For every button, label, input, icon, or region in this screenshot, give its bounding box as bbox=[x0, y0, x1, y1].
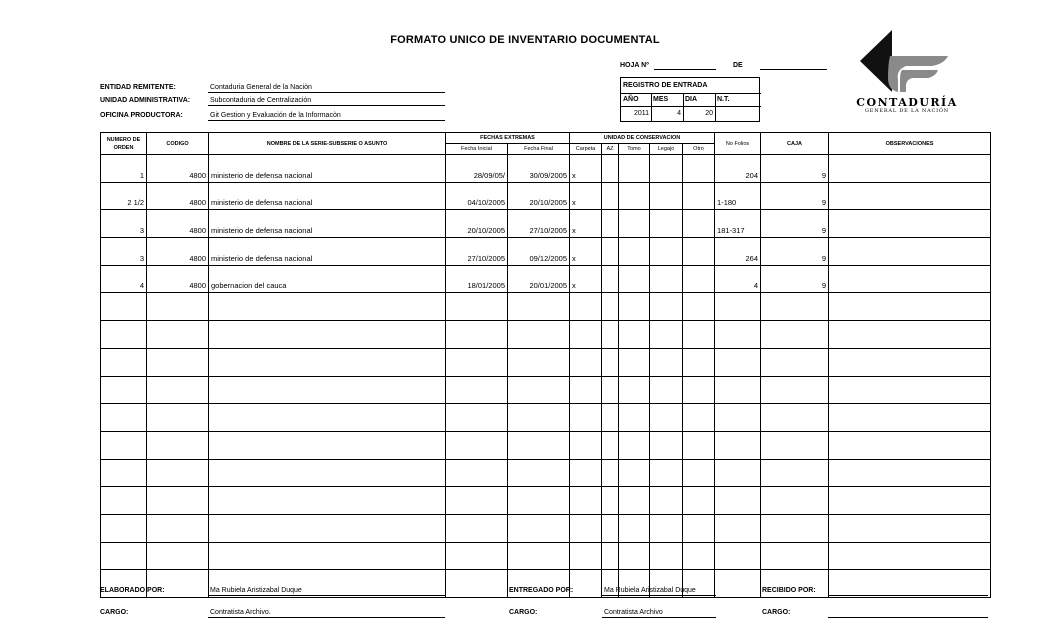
cell-tomo bbox=[619, 459, 650, 487]
cell-orden bbox=[101, 431, 147, 459]
inventory-body bbox=[101, 155, 991, 598]
cell-otro bbox=[683, 210, 715, 238]
cell-carpeta bbox=[570, 514, 602, 542]
cell-legajo bbox=[650, 265, 683, 293]
cell-az bbox=[602, 542, 619, 570]
cell-legajo bbox=[650, 487, 683, 515]
cell-fecha-inicial bbox=[446, 542, 508, 570]
cell-tomo bbox=[619, 348, 650, 376]
cell-caja: 9 bbox=[761, 155, 829, 183]
registro-anio-value: 2011 bbox=[633, 110, 649, 117]
cell-fecha-final bbox=[508, 459, 570, 487]
cell-orden: 4 bbox=[101, 265, 147, 293]
cell-nombre bbox=[209, 376, 446, 404]
cell-otro bbox=[683, 238, 715, 266]
cell-observaciones bbox=[829, 542, 991, 570]
cell-legajo bbox=[650, 459, 683, 487]
page-title: FORMATO UNICO DE INVENTARIO DOCUMENTAL bbox=[390, 34, 660, 46]
entidad-remitente-underline bbox=[208, 92, 445, 93]
cell-folios bbox=[715, 514, 761, 542]
cargo-label: CARGO: bbox=[100, 609, 129, 616]
cell-az bbox=[602, 376, 619, 404]
cell-legajo bbox=[650, 542, 683, 570]
empty-row bbox=[101, 542, 991, 570]
cell-az bbox=[602, 238, 619, 266]
cell-legajo bbox=[650, 182, 683, 210]
cell-fecha-final: 20/01/2005 bbox=[508, 265, 570, 293]
table-row bbox=[101, 210, 991, 238]
cell-observaciones bbox=[829, 404, 991, 432]
col-observaciones: OBSERVACIONES bbox=[829, 133, 991, 155]
cell-tomo bbox=[619, 404, 650, 432]
cell-folios bbox=[715, 321, 761, 349]
oficina-productora-label: OFICINA PRODUCTORA: bbox=[100, 112, 183, 119]
cell-otro bbox=[683, 542, 715, 570]
cell-fecha-inicial bbox=[446, 487, 508, 515]
cell-folios bbox=[715, 348, 761, 376]
col-codigo: CODIGO bbox=[147, 133, 209, 155]
cell-codigo bbox=[147, 459, 209, 487]
cell-folios bbox=[715, 542, 761, 570]
cell-az bbox=[602, 514, 619, 542]
entidad-remitente-value: Contaduria General de la Naciòn bbox=[210, 84, 312, 91]
cell-nombre: ministerio de defensa nacional bbox=[209, 182, 446, 210]
cell-codigo bbox=[147, 487, 209, 515]
cell-legajo bbox=[650, 431, 683, 459]
cell-carpeta bbox=[570, 293, 602, 321]
oficina-productora-underline bbox=[208, 120, 445, 121]
cell-carpeta bbox=[570, 542, 602, 570]
cell-fecha-inicial bbox=[446, 321, 508, 349]
cell-codigo: 4800 bbox=[147, 155, 209, 183]
cell-fecha-final bbox=[508, 293, 570, 321]
col-carpeta: Carpeta bbox=[570, 144, 602, 155]
table-row bbox=[101, 265, 991, 293]
cell-otro bbox=[683, 293, 715, 321]
cell-observaciones bbox=[829, 293, 991, 321]
cell-orden bbox=[101, 404, 147, 432]
cell-otro bbox=[683, 376, 715, 404]
cell-fecha-final bbox=[508, 542, 570, 570]
cell-fecha-final bbox=[508, 321, 570, 349]
cell-nombre: gobernacion del cauca bbox=[209, 265, 446, 293]
registro-dia-value: 20 bbox=[705, 110, 713, 117]
cell-az bbox=[602, 182, 619, 210]
cell-nombre bbox=[209, 293, 446, 321]
cell-fecha-inicial bbox=[446, 459, 508, 487]
cell-caja bbox=[761, 404, 829, 432]
entidad-remitente-label: ENTIDAD REMITENTE: bbox=[100, 84, 176, 91]
cell-nombre bbox=[209, 348, 446, 376]
cell-nombre bbox=[209, 487, 446, 515]
cell-orden: 3 bbox=[101, 210, 147, 238]
cell-fecha-inicial bbox=[446, 404, 508, 432]
cell-caja bbox=[761, 348, 829, 376]
cell-codigo bbox=[147, 348, 209, 376]
cell-legajo bbox=[650, 348, 683, 376]
cell-codigo bbox=[147, 514, 209, 542]
cell-orden bbox=[101, 514, 147, 542]
cell-fecha-inicial: 18/01/2005 bbox=[446, 265, 508, 293]
empty-row bbox=[101, 348, 991, 376]
cell-legajo bbox=[650, 293, 683, 321]
col-nombre: NOMBRE DE LA SERIE-SUBSERIE O ASUNTO bbox=[209, 133, 446, 155]
unidad-administrativa-underline bbox=[208, 105, 445, 106]
cell-az bbox=[602, 155, 619, 183]
cell-carpeta bbox=[570, 404, 602, 432]
cargo2-underline bbox=[602, 617, 716, 618]
elaborado-label: ELABORADO POR: bbox=[100, 587, 165, 594]
empty-row bbox=[101, 404, 991, 432]
cell-tomo bbox=[619, 238, 650, 266]
cell-orden bbox=[101, 348, 147, 376]
cell-codigo: 4800 bbox=[147, 265, 209, 293]
cell-folios bbox=[715, 376, 761, 404]
cell-folios bbox=[715, 404, 761, 432]
cell-tomo bbox=[619, 431, 650, 459]
cell-fecha-final bbox=[508, 376, 570, 404]
cargo2-label: CARGO: bbox=[509, 609, 538, 616]
cell-caja bbox=[761, 293, 829, 321]
cell-nombre bbox=[209, 431, 446, 459]
cell-codigo: 4800 bbox=[147, 238, 209, 266]
recibido-field[interactable] bbox=[828, 595, 988, 596]
cell-legajo bbox=[650, 404, 683, 432]
cell-nombre bbox=[209, 459, 446, 487]
cell-carpeta bbox=[570, 431, 602, 459]
cell-otro bbox=[683, 459, 715, 487]
cell-az bbox=[602, 431, 619, 459]
de-field[interactable] bbox=[760, 69, 827, 70]
empty-row bbox=[101, 487, 991, 515]
cell-caja bbox=[761, 321, 829, 349]
cell-az bbox=[602, 321, 619, 349]
entregado-value: Ma Rubiela Aristizabal Duque bbox=[604, 587, 696, 594]
cell-nombre: ministerio de defensa nacional bbox=[209, 210, 446, 238]
cell-codigo bbox=[147, 321, 209, 349]
cell-folios bbox=[715, 293, 761, 321]
cell-caja: 9 bbox=[761, 238, 829, 266]
registro-anio-label: AÑO bbox=[623, 96, 639, 103]
cell-caja bbox=[761, 376, 829, 404]
cell-caja: 9 bbox=[761, 182, 829, 210]
cell-otro bbox=[683, 404, 715, 432]
cell-otro bbox=[683, 514, 715, 542]
cell-observaciones bbox=[829, 321, 991, 349]
cell-observaciones bbox=[829, 431, 991, 459]
cell-otro bbox=[683, 265, 715, 293]
registro-entrada-box bbox=[620, 77, 760, 122]
cell-fecha-inicial bbox=[446, 514, 508, 542]
cell-carpeta: x bbox=[570, 238, 602, 266]
cell-nombre bbox=[209, 514, 446, 542]
cell-observaciones bbox=[829, 514, 991, 542]
cell-folios bbox=[715, 487, 761, 515]
registro-dia-label: DIA bbox=[685, 96, 698, 103]
cell-codigo bbox=[147, 431, 209, 459]
cell-otro bbox=[683, 182, 715, 210]
empty-row bbox=[101, 431, 991, 459]
cell-codigo bbox=[147, 376, 209, 404]
col-numero-orden: NUMERO DE ORDEN bbox=[101, 133, 147, 155]
empty-row bbox=[101, 376, 991, 404]
inventory-table bbox=[100, 132, 991, 598]
cell-tomo bbox=[619, 182, 650, 210]
cell-az bbox=[602, 404, 619, 432]
cell-nombre: ministerio de defensa nacional bbox=[209, 238, 446, 266]
cargo-underline bbox=[208, 617, 445, 618]
cargo3-field[interactable] bbox=[828, 617, 988, 618]
cell-orden bbox=[101, 293, 147, 321]
cell-nombre bbox=[209, 404, 446, 432]
cell-orden bbox=[101, 487, 147, 515]
col-tomo: Tomo bbox=[619, 144, 650, 155]
cell-carpeta: x bbox=[570, 265, 602, 293]
cell-otro bbox=[683, 321, 715, 349]
logo-subtitle: GENERAL DE LA NACIÓN bbox=[865, 108, 949, 114]
unidad-administrativa-label: UNIDAD ADMINISTRATIVA: bbox=[100, 97, 191, 104]
cell-fecha-inicial bbox=[446, 293, 508, 321]
cell-nombre bbox=[209, 542, 446, 570]
cell-fecha-inicial bbox=[446, 376, 508, 404]
cell-tomo bbox=[619, 265, 650, 293]
cell-codigo: 4800 bbox=[147, 210, 209, 238]
cell-codigo bbox=[147, 542, 209, 570]
col-otro: Otro bbox=[683, 144, 715, 155]
cell-orden: 3 bbox=[101, 238, 147, 266]
cell-folios bbox=[715, 431, 761, 459]
empty-row bbox=[101, 459, 991, 487]
cell-az bbox=[602, 293, 619, 321]
cell-carpeta bbox=[570, 459, 602, 487]
cell-observaciones bbox=[829, 265, 991, 293]
cell-tomo bbox=[619, 487, 650, 515]
cell-legajo bbox=[650, 376, 683, 404]
registro-mes-label: MES bbox=[653, 96, 669, 103]
cell-fecha-inicial: 04/10/2005 bbox=[446, 182, 508, 210]
cell-otro bbox=[683, 155, 715, 183]
cell-codigo: 4800 bbox=[147, 182, 209, 210]
cell-folios bbox=[715, 570, 761, 598]
cell-orden bbox=[101, 542, 147, 570]
cell-nombre: ministerio de defensa nacional bbox=[209, 155, 446, 183]
cell-carpeta bbox=[570, 570, 602, 598]
cell-observaciones bbox=[829, 348, 991, 376]
cell-otro bbox=[683, 348, 715, 376]
table-row bbox=[101, 155, 991, 183]
cell-orden: 2 1/2 bbox=[101, 182, 147, 210]
cell-caja bbox=[761, 542, 829, 570]
cell-tomo bbox=[619, 376, 650, 404]
cell-tomo bbox=[619, 293, 650, 321]
registro-entrada-title: REGISTRO DE ENTRADA bbox=[623, 82, 708, 89]
cell-tomo bbox=[619, 155, 650, 183]
cargo3-label: CARGO: bbox=[762, 609, 791, 616]
cell-folios: 181-317 bbox=[715, 210, 761, 238]
cell-caja: 9 bbox=[761, 210, 829, 238]
cell-tomo bbox=[619, 514, 650, 542]
cell-fecha-final bbox=[508, 404, 570, 432]
table-row bbox=[101, 182, 991, 210]
cell-legajo bbox=[650, 210, 683, 238]
cell-fecha-inicial: 28/09/05/ bbox=[446, 155, 508, 183]
cell-folios bbox=[715, 459, 761, 487]
entregado-label: ENTREGADO POR: bbox=[509, 587, 574, 594]
cell-orden bbox=[101, 376, 147, 404]
col-unidad-conservacion: UNIDAD DE CONSERVACION bbox=[570, 133, 715, 144]
cell-az bbox=[602, 459, 619, 487]
table-row bbox=[101, 238, 991, 266]
cell-fecha-final bbox=[508, 514, 570, 542]
hoja-field[interactable] bbox=[654, 69, 716, 70]
cell-az bbox=[602, 487, 619, 515]
cell-fecha-inicial: 27/10/2005 bbox=[446, 238, 508, 266]
cell-legajo bbox=[650, 514, 683, 542]
col-caja: CAJA bbox=[761, 133, 829, 155]
cell-observaciones bbox=[829, 487, 991, 515]
empty-row bbox=[101, 514, 991, 542]
cell-legajo bbox=[650, 321, 683, 349]
cell-carpeta: x bbox=[570, 155, 602, 183]
cell-observaciones bbox=[829, 210, 991, 238]
registro-nt-label: N.T. bbox=[717, 96, 730, 103]
cell-observaciones bbox=[829, 155, 991, 183]
cell-fecha-inicial bbox=[446, 431, 508, 459]
cell-folios: 4 bbox=[715, 265, 761, 293]
cell-tomo bbox=[619, 210, 650, 238]
cell-caja bbox=[761, 431, 829, 459]
elaborado-value: Ma Rubiela Aristizabal Duque bbox=[210, 587, 302, 594]
cell-carpeta bbox=[570, 348, 602, 376]
cell-fecha-inicial bbox=[446, 570, 508, 598]
cell-carpeta bbox=[570, 321, 602, 349]
cell-az bbox=[602, 265, 619, 293]
elaborado-underline bbox=[208, 595, 445, 596]
empty-row bbox=[101, 293, 991, 321]
cell-codigo bbox=[147, 293, 209, 321]
col-folios: No Folios bbox=[715, 133, 761, 155]
cell-observaciones bbox=[829, 459, 991, 487]
cell-legajo bbox=[650, 238, 683, 266]
cell-observaciones bbox=[829, 238, 991, 266]
cell-fecha-final bbox=[508, 487, 570, 515]
cell-carpeta bbox=[570, 376, 602, 404]
cell-folios: 264 bbox=[715, 238, 761, 266]
empty-row bbox=[101, 321, 991, 349]
oficina-productora-value: Git Gestion y Evaluación de la Informacòn bbox=[210, 112, 341, 119]
cell-carpeta: x bbox=[570, 210, 602, 238]
cell-orden bbox=[101, 459, 147, 487]
cell-caja bbox=[761, 459, 829, 487]
de-label: DE bbox=[733, 62, 743, 69]
cell-observaciones bbox=[829, 570, 991, 598]
cell-otro bbox=[683, 431, 715, 459]
cell-tomo bbox=[619, 542, 650, 570]
cell-caja bbox=[761, 487, 829, 515]
col-az: AZ bbox=[602, 144, 619, 155]
cell-observaciones bbox=[829, 376, 991, 404]
recibido-label: RECIBIDO POR: bbox=[762, 587, 816, 594]
cell-orden: 1 bbox=[101, 155, 147, 183]
cell-az bbox=[602, 348, 619, 376]
cell-fecha-final: 20/10/2005 bbox=[508, 182, 570, 210]
col-fecha-final: Fecha Final bbox=[508, 144, 570, 155]
cell-caja: 9 bbox=[761, 265, 829, 293]
cell-fecha-final: 30/09/2005 bbox=[508, 155, 570, 183]
cargo-value: Contratista Archivo. bbox=[210, 609, 271, 616]
cargo2-value: Contratista Archivo bbox=[604, 609, 663, 616]
unidad-administrativa-value: Subcontaduria de Centralización bbox=[210, 97, 312, 104]
cell-folios: 204 bbox=[715, 155, 761, 183]
entregado-underline bbox=[602, 595, 716, 596]
cell-codigo bbox=[147, 404, 209, 432]
cell-tomo bbox=[619, 321, 650, 349]
cell-otro bbox=[683, 487, 715, 515]
cell-fecha-final: 09/12/2005 bbox=[508, 238, 570, 266]
col-fechas-extremas: FECHAS EXTREMAS bbox=[446, 133, 570, 144]
cell-fecha-inicial bbox=[446, 348, 508, 376]
cell-fecha-final: 27/10/2005 bbox=[508, 210, 570, 238]
cell-fecha-final bbox=[508, 431, 570, 459]
cell-fecha-inicial: 20/10/2005 bbox=[446, 210, 508, 238]
col-fecha-inicial: Fecha Inicial bbox=[446, 144, 508, 155]
hoja-label: HOJA Nº bbox=[620, 62, 649, 69]
cell-caja bbox=[761, 514, 829, 542]
cell-folios: 1-180 bbox=[715, 182, 761, 210]
cell-fecha-final bbox=[508, 348, 570, 376]
cell-legajo bbox=[650, 155, 683, 183]
cell-carpeta bbox=[570, 487, 602, 515]
cell-carpeta: x bbox=[570, 182, 602, 210]
cell-orden bbox=[101, 321, 147, 349]
cell-nombre bbox=[209, 321, 446, 349]
cell-az bbox=[602, 210, 619, 238]
cell-observaciones bbox=[829, 182, 991, 210]
registro-mes-value: 4 bbox=[677, 110, 681, 117]
col-legajo: Legajo bbox=[650, 144, 683, 155]
logo-name: CONTADURÍA bbox=[856, 96, 958, 109]
